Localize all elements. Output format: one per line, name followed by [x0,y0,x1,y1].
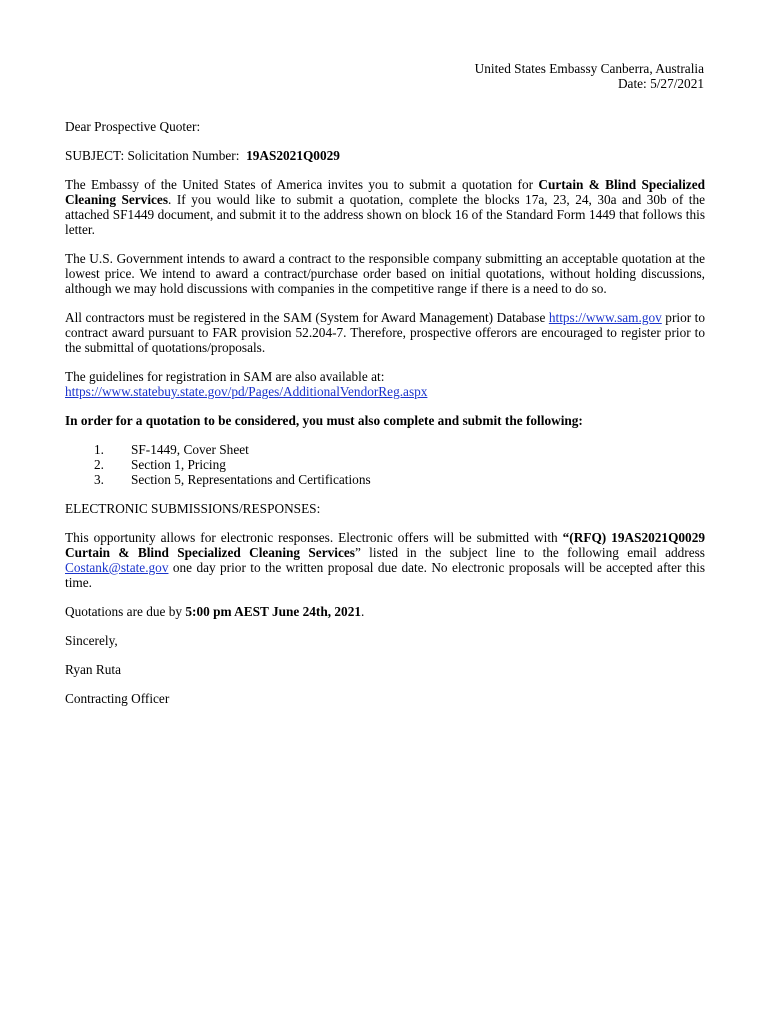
electronic-heading: ELECTRONIC SUBMISSIONS/RESPONSES: [65,501,321,516]
list-item [65,472,705,487]
letter-body [65,119,705,720]
sam-text-end: prior to contract award pursuant to FAR provision 52.204-7. Therefore, prospective offerors are encouraged to register prior to the submittal of quotations/proposals. [65,310,705,355]
list-item [65,457,705,472]
list-item-number: 3. [94,472,104,487]
due-text-end: . [361,604,365,619]
sam-text-start: All contractors must be registered in the SAM (System for Award Management) Database [65,310,549,325]
due-date-paragraph [65,604,705,619]
electronic-text-middle: ” listed in the subject line to the following email address [354,545,705,560]
letter-date: Date: 5/27/2021 [617,76,704,91]
sender-line: United States Embassy Canberra, Australia [474,61,704,76]
list-item-number: 2. [94,457,104,472]
list-item-label: Section 1, Pricing [131,457,226,472]
award-paragraph: The U.S. Government intends to award a contract to the responsible company submitting an acceptable quotation at the lowest price. We intend to award a contract/purchase order based on initial quotations, without holding discussions, although we may hold discussions with companies in the competitive range if there is a need to do so. [65,251,705,296]
salutation: Dear Prospective Quoter: [65,119,201,134]
solicitation-number: 19AS2021Q0029 [246,148,340,163]
sam-link[interactable]: https://www.sam.gov [548,310,662,325]
vendor-registration-link[interactable]: https://www.statebuy.state.gov/pd/Pages/AdditionalVendorReg.aspx [65,384,428,399]
email-link[interactable]: Costank@state.gov [65,560,169,575]
guidelines-paragraph [65,369,705,399]
subject-line [65,148,705,163]
requirements-heading-text: In order for a quotation to be considered, you must also complete and submit the following: [65,413,583,428]
due-text-start: Quotations are due by [65,604,186,619]
requirements-list [65,442,705,487]
list-item-number: 1. [94,442,104,457]
electronic-text-start: This opportunity allows for electronic responses. Electronic offers will be submitted with [65,530,563,545]
invitation-text-start: The Embassy of the United States of America invites you to submit a quotation for [65,177,539,192]
electronic-paragraph [65,530,705,590]
signer-title: Contracting Officer [65,691,170,706]
service-name: Curtain & Blind Specialized Cleaning Services [65,177,705,207]
due-deadline: 5:00 pm AEST June 24th, 2021 [185,604,361,619]
letter-header [475,61,704,91]
subject-label: SUBJECT: Solicitation Number: [65,148,240,163]
requirements-heading [65,413,705,428]
invitation-paragraph [65,177,705,237]
list-item-label: Section 5, Representations and Certifications [131,472,371,487]
list-item [65,442,705,457]
guidelines-text: The guidelines for registration in SAM are also available at: [65,369,385,384]
closing: Sincerely, [65,633,118,648]
rfq-subject: “(RFQ) 19AS2021Q0029 Curtain & Blind Specialized Cleaning Services [65,530,705,560]
electronic-text-end: one day prior to the written proposal due date. No electronic proposals will be accepted after this time. [65,560,705,590]
invitation-text-end: . If you would like to submit a quotation, complete the blocks 17a, 23, 24, 30a and 30b of the attached SF1449 document, and submit it to the address shown on block 16 of the Standard Form 1449 that follows this letter. [65,192,706,237]
sam-paragraph [65,310,705,355]
list-item-label: SF-1449, Cover Sheet [131,442,249,457]
signer-name: Ryan Ruta [65,662,121,677]
